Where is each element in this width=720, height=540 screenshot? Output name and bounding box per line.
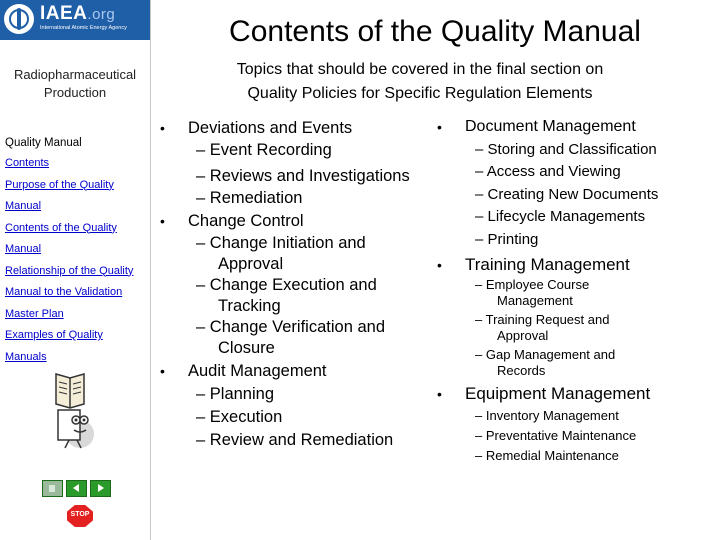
subtopic-item: – Change Execution and	[196, 276, 377, 294]
topic-deviations	[160, 117, 450, 139]
section-title-line2: Production	[43, 85, 107, 100]
sidebar-link-relationship-cont[interactable]: Manual to the Validation	[5, 286, 123, 298]
subtopic-item: – Training Request and	[475, 312, 610, 327]
page-title: Contents of the Quality Manual	[229, 15, 641, 48]
subtopic-item: – Printing	[475, 230, 539, 248]
subtopic-item-cont: Tracking	[218, 297, 281, 315]
topic-change-control	[160, 210, 450, 232]
sidebar-heading: Quality Manual	[5, 137, 82, 149]
subtopic-item: – Reviews and Investigations	[196, 167, 410, 185]
sidebar-link-contents-of-cont[interactable]: Manual	[5, 243, 42, 255]
subtopic-item-cont: Records	[497, 363, 546, 378]
subtopic-item-cont: Management	[497, 293, 573, 308]
sidebar-link-purpose[interactable]: Purpose of the Quality	[5, 178, 114, 191]
sidebar-link-examples[interactable]: Examples of Quality	[5, 329, 103, 341]
sidebar-nav	[5, 154, 147, 369]
subtopic-item-cont: Approval	[497, 328, 549, 343]
topic-title: Document Management	[465, 118, 636, 135]
subtopic-item-cont: Approval	[218, 255, 284, 273]
subtopic-item: – Access and Viewing	[475, 163, 621, 180]
topic-equipment-management	[437, 382, 720, 406]
topic-title: Training Management	[465, 255, 630, 274]
iaea-logo[interactable]	[0, 0, 150, 40]
home-button[interactable]	[42, 480, 63, 497]
subtopic-item: – Creating New Documents	[475, 185, 659, 203]
subtopic-item: – Remediation	[196, 189, 303, 207]
topic-document-management	[437, 116, 720, 139]
subtopic-item: – Execution	[196, 408, 283, 426]
sidebar-link-purpose-cont[interactable]: Manual	[5, 200, 42, 212]
subtopic-item: – Remedial Maintenance	[475, 448, 619, 463]
previous-button[interactable]	[66, 480, 87, 497]
subtopic-item: – Gap Management and	[475, 347, 616, 362]
bullet-marker: •	[160, 120, 165, 136]
subtopic-item: – Event Recording	[196, 141, 332, 159]
topic-audit	[160, 360, 450, 382]
subtopic-item: – Preventative Maintenance	[475, 428, 637, 443]
bullet-marker: •	[437, 386, 442, 402]
sidebar	[0, 0, 151, 540]
subtitle-line1: Topics that should be covered in the final section on	[236, 61, 604, 78]
logo-suffix: .org	[87, 6, 116, 23]
stop-label: STOP	[70, 511, 90, 518]
bullet-marker: •	[437, 119, 442, 135]
topic-title: Deviations and Events	[188, 119, 353, 137]
sidebar-link-contents-of[interactable]: Contents of the Quality	[5, 221, 117, 234]
page-subtitle	[160, 58, 680, 106]
globe-icon	[4, 4, 34, 34]
right-topic-list	[437, 116, 720, 464]
subtopic-item: – Planning	[196, 385, 275, 403]
topic-training-management	[437, 253, 720, 277]
sidebar-link-examples-cont[interactable]: Manuals	[5, 350, 47, 363]
bullet-marker: •	[160, 213, 165, 229]
section-title-line1: Radiopharmaceutical	[13, 67, 137, 82]
sidebar-link-contents[interactable]: Contents	[5, 157, 50, 169]
subtopic-item: – Storing and Classification	[475, 140, 657, 158]
subtopic-item: – Inventory Management	[475, 408, 619, 423]
bullet-marker: •	[437, 257, 442, 273]
topic-title: Change Control	[188, 212, 304, 230]
subtopic-item: – Lifecycle Managements	[475, 208, 646, 225]
bullet-marker: •	[160, 363, 165, 379]
section-title	[0, 66, 150, 102]
sidebar-link-relationship-cont2[interactable]: Master Plan	[5, 307, 64, 320]
subtitle-line2: Quality Policies for Specific Regulation Elements	[247, 85, 593, 102]
subtopic-item: – Review and Remediation	[196, 431, 394, 449]
logo-name: IAEA	[40, 3, 88, 24]
logo-subtitle: International Atomic Energy Agency	[40, 25, 127, 31]
subtopic-item: – Change Verification and	[196, 318, 385, 336]
stop-button[interactable]	[67, 505, 93, 527]
subtopic-item: – Change Initiation and	[196, 234, 366, 252]
sidebar-link-relationship[interactable]: Relationship of the Quality	[5, 264, 134, 277]
left-topic-list	[160, 117, 450, 451]
monitor-figure-icon	[54, 404, 96, 450]
next-button[interactable]	[90, 480, 111, 497]
subtopic-item: – Employee Course	[475, 277, 590, 292]
topic-title: Equipment Management	[465, 384, 651, 403]
subtopic-item-cont: Closure	[218, 339, 275, 357]
topic-title: Audit Management	[188, 362, 327, 380]
